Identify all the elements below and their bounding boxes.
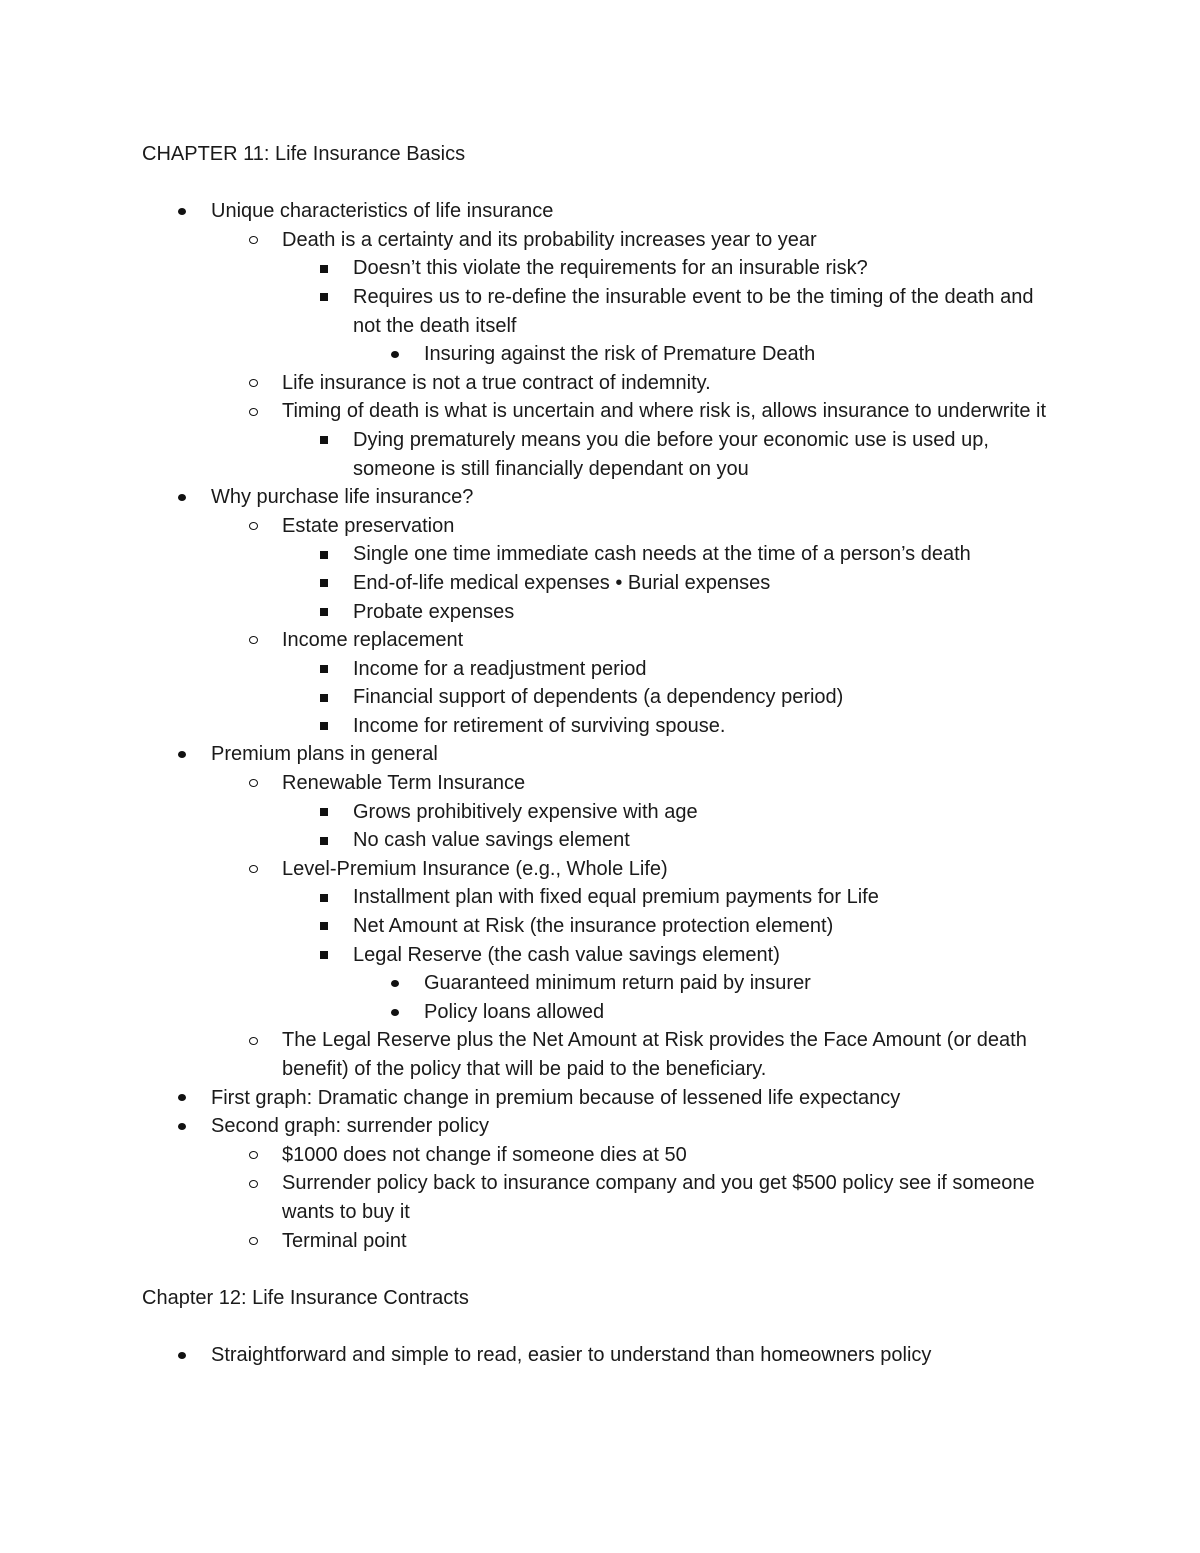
list-item xyxy=(142,740,1062,769)
hollow-circle-bullet-icon xyxy=(245,1227,261,1256)
list-item-text: No cash value savings element xyxy=(353,829,630,852)
chapter-12-outline xyxy=(142,1341,1062,1370)
list-item xyxy=(142,426,1062,483)
list-item xyxy=(142,826,1062,855)
square-bullet-icon xyxy=(316,254,332,283)
list-item xyxy=(142,598,1062,627)
square-bullet-icon xyxy=(316,912,332,941)
chapter-11-outline xyxy=(142,197,1062,1255)
list-item xyxy=(142,941,1062,970)
list-item xyxy=(142,1341,1062,1370)
hollow-circle-bullet-icon xyxy=(245,369,261,398)
list-item-text: Grows prohibitively expensive with age xyxy=(353,800,698,823)
square-bullet-icon xyxy=(316,798,332,827)
list-item xyxy=(142,397,1062,426)
square-bullet-icon xyxy=(316,598,332,627)
filled-circle-bullet-icon xyxy=(174,1341,190,1370)
list-item xyxy=(142,712,1062,741)
hollow-circle-bullet-icon xyxy=(245,1141,261,1170)
square-bullet-icon xyxy=(316,540,332,569)
list-item xyxy=(142,254,1062,283)
list-item-text: Legal Reserve (the cash value savings element) xyxy=(353,943,780,966)
spacer xyxy=(142,1255,1062,1284)
list-item xyxy=(142,683,1062,712)
list-item-text: Level-Premium Insurance (e.g., Whole Life) xyxy=(282,857,668,880)
list-item-text: Surrender policy back to insurance company and you get $500 policy see if someone wants to buy it xyxy=(282,1172,1035,1223)
list-item-text: Single one time immediate cash needs at the time of a person’s death xyxy=(353,543,971,566)
square-bullet-icon xyxy=(316,712,332,741)
list-item xyxy=(142,340,1062,369)
list-item-text: Probate expenses xyxy=(353,600,515,623)
filled-circle-bullet-icon xyxy=(174,483,190,512)
list-item-text: Net Amount at Risk (the insurance protection element) xyxy=(353,915,834,938)
list-item xyxy=(142,769,1062,798)
list-item xyxy=(142,1169,1062,1226)
square-bullet-icon xyxy=(316,941,332,970)
filled-circle-bullet-icon xyxy=(174,740,190,769)
list-item-text: Income for a readjustment period xyxy=(353,657,647,680)
list-item-text: Straightforward and simple to read, easier to understand than homeowners policy xyxy=(211,1343,932,1366)
list-item-text: Installment plan with fixed equal premium payments for Life xyxy=(353,886,879,909)
list-item-text: Income replacement xyxy=(282,629,464,652)
filled-circle-bullet-icon xyxy=(174,197,190,226)
list-item xyxy=(142,1112,1062,1141)
hollow-circle-bullet-icon xyxy=(245,1169,261,1198)
square-bullet-icon xyxy=(316,283,332,312)
list-item xyxy=(142,1026,1062,1083)
list-item-text: Requires us to re-define the insurable event to be the timing of the death and not the death itself xyxy=(353,285,1034,337)
list-item-text: $1000 does not change if someone dies at 50 xyxy=(282,1143,687,1166)
list-item xyxy=(142,569,1062,598)
square-bullet-icon xyxy=(316,683,332,712)
square-bullet-icon xyxy=(316,655,332,684)
square-bullet-icon xyxy=(316,826,332,855)
list-item-text: Estate preservation xyxy=(282,514,455,537)
list-item xyxy=(142,655,1062,684)
list-item xyxy=(142,1084,1062,1113)
list-item xyxy=(142,1227,1062,1256)
list-item-text: Why purchase life insurance? xyxy=(211,486,474,509)
square-bullet-icon xyxy=(316,883,332,912)
hollow-circle-bullet-icon xyxy=(245,769,261,798)
list-item-text: Unique characteristics of life insurance xyxy=(211,200,554,223)
list-item xyxy=(142,1141,1062,1170)
list-item-text: Doesn’t this violate the requirements for an insurable risk? xyxy=(353,257,868,280)
list-item xyxy=(142,369,1062,398)
spacer xyxy=(142,1312,1062,1341)
list-item xyxy=(142,912,1062,941)
list-item xyxy=(142,969,1062,998)
list-item-text: End-of-life medical expenses • Burial expenses xyxy=(353,571,771,594)
list-item-text: Second graph: surrender policy xyxy=(211,1115,489,1138)
list-item-text: Renewable Term Insurance xyxy=(282,772,526,795)
list-item xyxy=(142,283,1062,340)
chapter-12-title: Chapter 12: Life Insurance Contracts xyxy=(142,1286,469,1309)
filled-circle-bullet-icon xyxy=(387,969,403,998)
list-item-text: Timing of death is what is uncertain and where risk is, allows insurance to underwrite it xyxy=(282,400,1047,423)
document-content xyxy=(142,140,1062,1370)
hollow-circle-bullet-icon xyxy=(245,855,261,884)
list-item-text: Terminal point xyxy=(282,1229,407,1252)
list-item-text: Life insurance is not a true contract of indemnity. xyxy=(282,371,711,394)
hollow-circle-bullet-icon xyxy=(245,397,261,426)
list-item xyxy=(142,197,1062,226)
list-item-text: First graph: Dramatic change in premium because of lessened life expectancy xyxy=(211,1086,901,1109)
list-item xyxy=(142,855,1062,884)
hollow-circle-bullet-icon xyxy=(245,1026,261,1055)
list-item xyxy=(142,512,1062,541)
hollow-circle-bullet-icon xyxy=(245,626,261,655)
filled-circle-bullet-icon xyxy=(387,340,403,369)
list-item xyxy=(142,626,1062,655)
list-item-text: Death is a certainty and its probability increases year to year xyxy=(282,228,817,251)
filled-circle-bullet-icon xyxy=(174,1112,190,1141)
list-item-text: Insuring against the risk of Premature Death xyxy=(424,343,816,366)
square-bullet-icon xyxy=(316,569,332,598)
list-item-text: Guaranteed minimum return paid by insurer xyxy=(424,972,811,995)
list-item-text: Policy loans allowed xyxy=(424,1000,605,1023)
list-item-text: Dying prematurely means you die before your economic use is used up, someone is still financially dependant on you xyxy=(353,428,989,480)
list-item xyxy=(142,883,1062,912)
list-item xyxy=(142,540,1062,569)
list-item xyxy=(142,798,1062,827)
filled-circle-bullet-icon xyxy=(387,998,403,1027)
list-item xyxy=(142,226,1062,255)
list-item xyxy=(142,483,1062,512)
chapter-11-title: CHAPTER 11: Life Insurance Basics xyxy=(142,143,466,165)
list-item-text: Financial support of dependents (a dependency period) xyxy=(353,686,844,709)
hollow-circle-bullet-icon xyxy=(245,226,261,255)
spacer xyxy=(142,169,1062,198)
filled-circle-bullet-icon xyxy=(174,1084,190,1113)
list-item-text: The Legal Reserve plus the Net Amount at Risk provides the Face Amount (or death benefit) of the policy that will be paid to the beneficiary. xyxy=(282,1029,1027,1080)
list-item-text: Premium plans in general xyxy=(211,743,438,766)
list-item-text: Income for retirement of surviving spouse. xyxy=(353,714,726,737)
list-item xyxy=(142,998,1062,1027)
square-bullet-icon xyxy=(316,426,332,455)
hollow-circle-bullet-icon xyxy=(245,512,261,541)
